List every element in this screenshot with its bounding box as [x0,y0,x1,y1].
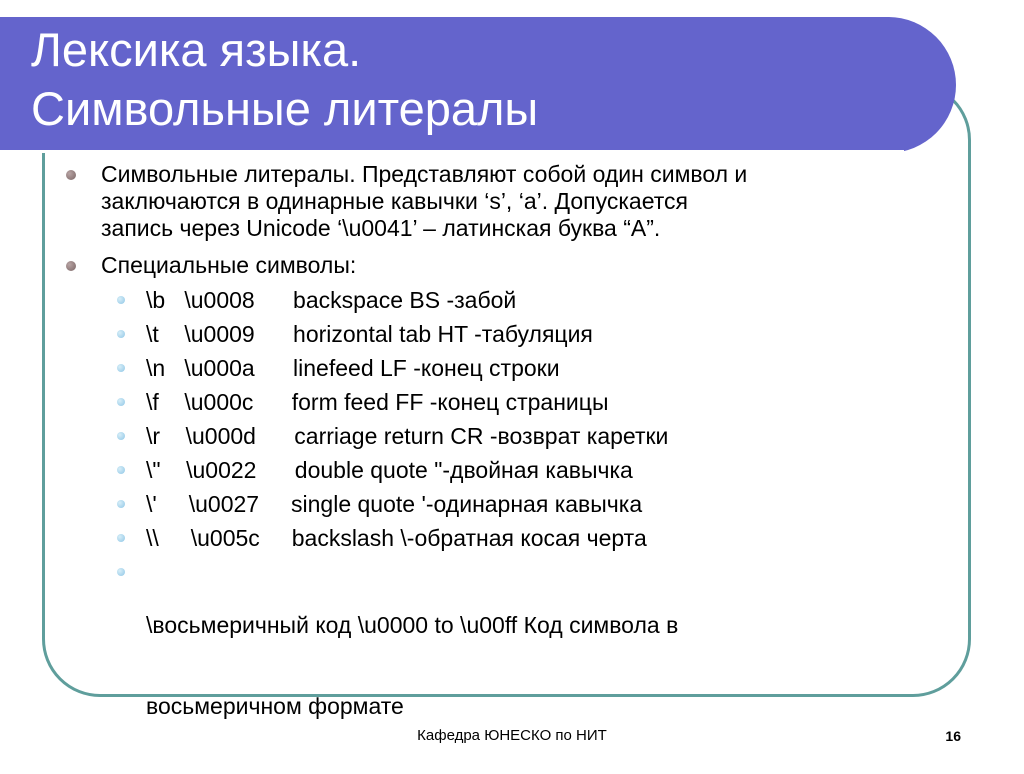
bullet-line: Специальные символы: [101,252,357,278]
special-symbol-item: \f \u000c form feed FF -конец страницы [146,389,609,415]
bullet-item-special-symbols [101,252,356,279]
sub-bullet-dot-icon [117,534,125,542]
footer-department: Кафедра ЮНЕСКО по НИТ [417,727,607,744]
special-symbol-item: \n \u000a linefeed LF -конец строки [146,355,560,381]
sub-bullet-dot-icon [117,296,125,304]
sub-bullet-dot-icon [117,398,125,406]
special-symbol-item: \b \u0008 backspace BS -забой [146,287,517,313]
sub-bullet-dot-icon [117,466,125,474]
title-line-2: Символьные литералы [31,82,539,135]
special-symbol-item: \\ \u005c backslash \-обратная косая черта [146,525,647,551]
sub-bullet-dot-icon [117,364,125,372]
special-symbol-item: \" \u0022 double quote "-двойная кавычка [146,457,633,483]
sub-bullet-dot-icon [117,500,125,508]
bullet-dot-icon [66,170,76,180]
special-symbol-item: \t \u0009 horizontal tab HT -табуляция [146,321,593,347]
bullet-line: запись через Unicode ‘\u0041’ – латинская буква “A”. [101,215,661,241]
octal-line: \восьмеричный код \u0000 to \u00ff Код символа в [146,612,679,638]
special-symbol-item: \' \u0027 single quote '-одинарная кавычка [146,491,643,517]
sub-bullet-dot-icon [117,330,125,338]
slide-title [31,20,538,138]
sub-bullet-dot-icon [117,432,125,440]
bullet-line: Символьные литералы. Представляют собой один символ и [101,161,748,187]
sub-bullet-dot-icon [117,568,125,576]
page-number: 16 [945,728,961,744]
title-line-1: Лексика языка. [31,23,362,76]
bullet-dot-icon [66,261,76,271]
bullet-line: заключаются в одинарные кавычки ‘s’, ‘a’. Допускается [101,188,688,214]
title-underline [0,150,904,153]
special-symbol-item: \r \u000d carriage return CR -возврат каретки [146,423,669,449]
octal-line: восьмеричном формате [146,693,404,719]
bullet-item-character-literals [101,161,747,242]
